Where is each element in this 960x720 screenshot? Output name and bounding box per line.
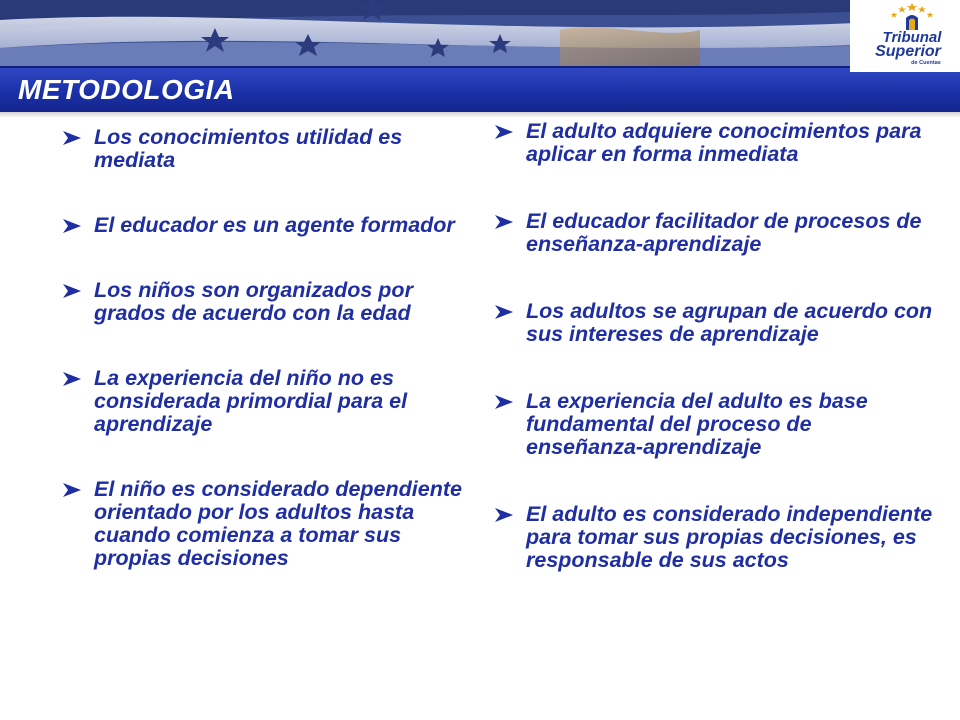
logo-text-superior: Superior <box>875 43 941 60</box>
tribunal-logo <box>850 0 960 72</box>
arrow-bullet-icon <box>494 507 514 523</box>
list-item <box>62 126 474 172</box>
arrow-bullet-icon <box>62 130 82 146</box>
logo-text-de-cuentas: de Cuentas <box>911 60 941 66</box>
list-item-text: La experiencia del niño no es considerada primordial para el aprendizaje <box>94 366 408 436</box>
list-item-text: Los conocimientos utilidad es mediata <box>94 125 403 172</box>
slide-title: METODOLOGIA <box>18 74 235 105</box>
flag-banner <box>0 0 960 66</box>
logo-text-tribunal: Tribunal <box>882 29 942 46</box>
arrow-bullet-icon <box>494 124 514 140</box>
arrow-bullet-icon <box>62 371 82 387</box>
list-item <box>62 214 474 237</box>
arrow-bullet-icon <box>494 394 514 410</box>
arrow-bullet-icon <box>62 283 82 299</box>
flag-stars-banner <box>0 0 960 66</box>
left-column-list <box>62 126 474 612</box>
list-item <box>494 503 934 572</box>
right-column-list <box>494 120 934 616</box>
arrow-bullet-icon <box>494 214 514 230</box>
tribunal-logo-graphic <box>850 0 960 72</box>
list-item-text: El adulto adquiere conocimientos para aplicar en forma inmediata <box>526 119 922 166</box>
list-item <box>62 279 474 325</box>
list-item-text: El adulto es considerado independiente para tomar sus propias decisiones, es responsable de sus actos <box>526 502 933 572</box>
list-item <box>62 478 474 570</box>
arrow-bullet-icon <box>494 304 514 320</box>
list-item-text: El educador facilitador de procesos de enseñanza-aprendizaje <box>526 209 922 256</box>
list-item <box>494 300 934 346</box>
arrow-bullet-icon <box>62 218 82 234</box>
title-bar <box>0 66 960 112</box>
list-item-text: Los niños son organizados por grados de acuerdo con la edad <box>94 278 413 325</box>
list-item <box>494 120 934 166</box>
list-item-text: El educador es un agente formador <box>94 213 455 237</box>
list-item <box>62 367 474 436</box>
list-item-text: El niño es considerado dependiente orientado por los adultos hasta cuando comienza a tomar sus propias decisiones <box>94 477 462 570</box>
arrow-bullet-icon <box>62 482 82 498</box>
list-item <box>494 210 934 256</box>
list-item-text: La experiencia del adulto es base fundamental del proceso de enseñanza-aprendizaje <box>526 389 868 459</box>
list-item <box>494 390 934 459</box>
list-item-text: Los adultos se agrupan de acuerdo con sus intereses de aprendizaje <box>526 299 933 346</box>
